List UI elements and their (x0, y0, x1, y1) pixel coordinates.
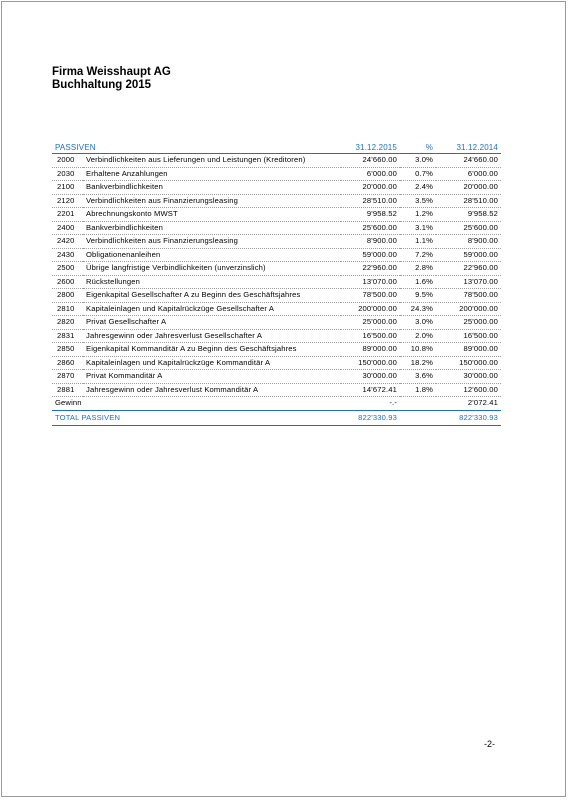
column-header-percent: % (400, 141, 436, 154)
value-2014: 78'500.00 (436, 289, 501, 303)
account-code: 2800 (52, 289, 83, 303)
value-2014: 20'000.00 (436, 181, 501, 195)
column-header-passiven: PASSIVEN (52, 141, 341, 154)
column-header-2014: 31.12.2014 (436, 141, 501, 154)
table-row (52, 343, 501, 357)
account-code: 2600 (52, 275, 83, 289)
account-description: Kapitaleinlagen und Kapitalrückzüge Kommanditär A (83, 356, 341, 370)
value-2015: 9'958.52 (341, 208, 400, 222)
table-row (52, 194, 501, 208)
total-row (52, 410, 501, 426)
value-2015: 16'500.00 (341, 329, 400, 343)
percent-share: 3.5% (400, 194, 436, 208)
value-2014: 89'000.00 (436, 343, 501, 357)
account-description: Abrechnungskonto MWST (83, 208, 341, 222)
profit-label: Gewinn (52, 397, 341, 411)
percent-share: 2.4% (400, 181, 436, 195)
account-code: 2860 (52, 356, 83, 370)
table-row (52, 221, 501, 235)
table-row (52, 329, 501, 343)
percent-share: 1.2% (400, 208, 436, 222)
account-code: 2400 (52, 221, 83, 235)
value-2014: 22'960.00 (436, 262, 501, 276)
profit-percent (400, 397, 436, 411)
account-code: 2881 (52, 383, 83, 397)
total-value-2015: 822'330.93 (341, 410, 400, 426)
percent-share: 1.6% (400, 275, 436, 289)
account-description: Verbindlichkeiten aus Finanzierungsleasing (83, 235, 341, 249)
table-row (52, 208, 501, 222)
account-description: Eigenkapital Kommanditär A zu Beginn des Geschäftsjahres (83, 343, 341, 357)
table-row (52, 248, 501, 262)
value-2015: 89'000.00 (341, 343, 400, 357)
percent-share: 3.0% (400, 154, 436, 168)
percent-share: 3.6% (400, 370, 436, 384)
account-code: 2420 (52, 235, 83, 249)
value-2015: 8'900.00 (341, 235, 400, 249)
account-code: 2430 (52, 248, 83, 262)
profit-value-2015: -.- (341, 397, 400, 411)
value-2015: 28'510.00 (341, 194, 400, 208)
account-description: Rückstellungen (83, 275, 341, 289)
total-value-2014: 822'330.93 (436, 410, 501, 426)
table-row (52, 235, 501, 249)
percent-share: 0.7% (400, 167, 436, 181)
percent-share: 2.0% (400, 329, 436, 343)
value-2015: 59'000.00 (341, 248, 400, 262)
value-2014: 200'000.00 (436, 302, 501, 316)
total-percent (400, 410, 436, 426)
percent-share: 18.2% (400, 356, 436, 370)
percent-share: 7.2% (400, 248, 436, 262)
account-code: 2100 (52, 181, 83, 195)
value-2015: 20'000.00 (341, 181, 400, 195)
percent-share: 3.0% (400, 316, 436, 330)
value-2015: 25'600.00 (341, 221, 400, 235)
table-row (52, 154, 501, 168)
value-2015: 13'070.00 (341, 275, 400, 289)
percent-share: 24.3% (400, 302, 436, 316)
value-2014: 9'958.52 (436, 208, 501, 222)
table-row (52, 181, 501, 195)
account-description: Übrige langfristige Verbindlichkeiten (unverzinslich) (83, 262, 341, 276)
profit-value-2014: 2'072.41 (436, 397, 501, 411)
account-description: Privat Kommanditär A (83, 370, 341, 384)
value-2014: 6'000.00 (436, 167, 501, 181)
account-code: 2831 (52, 329, 83, 343)
account-code: 2500 (52, 262, 83, 276)
value-2014: 16'500.00 (436, 329, 501, 343)
account-code: 2201 (52, 208, 83, 222)
value-2014: 28'510.00 (436, 194, 501, 208)
table-row (52, 302, 501, 316)
table-row (52, 383, 501, 397)
value-2015: 24'660.00 (341, 154, 400, 168)
value-2015: 150'000.00 (341, 356, 400, 370)
table-row (52, 316, 501, 330)
table-row (52, 275, 501, 289)
account-description: Erhaltene Anzahlungen (83, 167, 341, 181)
value-2014: 150'000.00 (436, 356, 501, 370)
account-description: Obligationenanleihen (83, 248, 341, 262)
table-row (52, 262, 501, 276)
account-description: Privat Gesellschafter A (83, 316, 341, 330)
value-2015: 78'500.00 (341, 289, 400, 303)
table-row (52, 289, 501, 303)
percent-share: 1.1% (400, 235, 436, 249)
value-2015: 14'672.41 (341, 383, 400, 397)
document-subtitle: Buchhaltung 2015 (52, 79, 152, 91)
value-2015: 25'000.00 (341, 316, 400, 330)
account-description: Verbindlichkeiten aus Finanzierungsleasing (83, 194, 341, 208)
account-code: 2870 (52, 370, 83, 384)
percent-share: 3.1% (400, 221, 436, 235)
value-2015: 6'000.00 (341, 167, 400, 181)
percent-share: 1.8% (400, 383, 436, 397)
value-2014: 12'600.00 (436, 383, 501, 397)
percent-share: 10.8% (400, 343, 436, 357)
account-description: Kapitaleinlagen und Kapitalrückzüge Gesellschafter A (83, 302, 341, 316)
value-2014: 13'070.00 (436, 275, 501, 289)
percent-share: 9.5% (400, 289, 436, 303)
company-name: Firma Weisshaupt AG (52, 66, 171, 78)
percent-share: 2.8% (400, 262, 436, 276)
account-code: 2810 (52, 302, 83, 316)
column-header-2015: 31.12.2015 (341, 141, 400, 154)
account-code: 2820 (52, 316, 83, 330)
value-2014: 24'660.00 (436, 154, 501, 168)
page-number: -2- (484, 739, 495, 749)
account-description: Verbindlichkeiten aus Lieferungen und Leistungen (Kreditoren) (83, 154, 341, 168)
account-description: Jahresgewinn oder Jahresverlust Kommanditär A (83, 383, 341, 397)
value-2014: 25'000.00 (436, 316, 501, 330)
table-row (52, 356, 501, 370)
account-description: Bankverbindlichkeiten (83, 181, 341, 195)
value-2014: 8'900.00 (436, 235, 501, 249)
profit-row (52, 397, 501, 411)
account-code: 2850 (52, 343, 83, 357)
total-label: TOTAL PASSIVEN (52, 410, 341, 426)
value-2015: 30'000.00 (341, 370, 400, 384)
value-2014: 30'000.00 (436, 370, 501, 384)
value-2014: 59'000.00 (436, 248, 501, 262)
value-2014: 25'600.00 (436, 221, 501, 235)
account-code: 2120 (52, 194, 83, 208)
account-code: 2000 (52, 154, 83, 168)
account-description: Jahresgewinn oder Jahresverlust Gesellschafter A (83, 329, 341, 343)
table-header-row (52, 141, 501, 154)
table-row (52, 167, 501, 181)
balance-sheet-table (52, 141, 501, 426)
value-2015: 22'960.00 (341, 262, 400, 276)
account-description: Eigenkapital Gesellschafter A zu Beginn des Geschäftsjahres (83, 289, 341, 303)
value-2015: 200'000.00 (341, 302, 400, 316)
account-description: Bankverbindlichkeiten (83, 221, 341, 235)
account-code: 2030 (52, 167, 83, 181)
table-row (52, 370, 501, 384)
